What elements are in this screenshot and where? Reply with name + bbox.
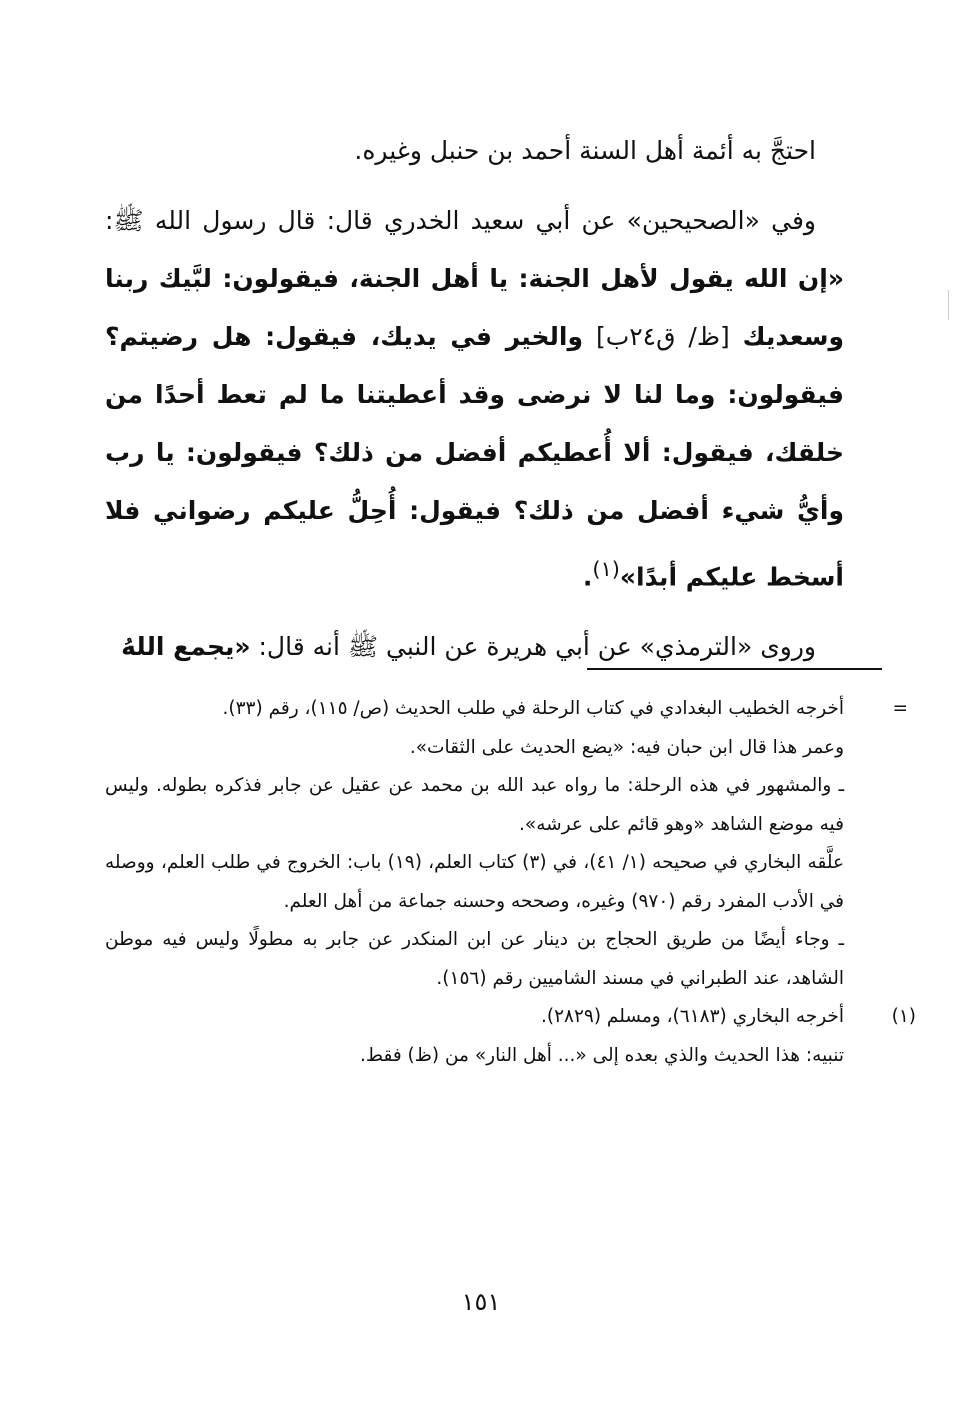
footnote-continuation-line [105, 690, 908, 729]
page-number: ١٥١ [461, 1288, 501, 1316]
footnote-line-2: وعمر هذا قال ابن حبان فيه: «يضع الحديث على الثقات». [409, 736, 844, 758]
footnote-line-1: أخرجه الخطيب البغدادي في كتاب الرحلة في طلب الحديث (ص/ ١١٥)، رقم (٣٣). [222, 698, 844, 719]
footnote-separator [587, 668, 882, 670]
footnote-line-4: علَّقه البخاري في صحيحه (١/ ٤١)، في (٣) كتاب العلم، (١٩) باب: الخروج في طلب العلم، ووصله في الأدب المفرد رقم (٩٧٠) وغيره، وصححه وحسنه جماعة من أهل العلم. [105, 852, 844, 912]
footnote-1 [105, 998, 916, 1037]
hadith-text-part-1: «إن الله يقول لأهل الجنة: يا أهل الجنة، فيقولون: لبَّيك ربنا وسعديك [105, 264, 845, 351]
manuscript-marker: [ظ/ ق٢٤ب] [595, 322, 730, 351]
paragraph-2 [105, 192, 844, 606]
footnote-1-note: تنبيه: هذا الحديث والذي بعده إلى «... أهل النار» من (ظ) فقط. [360, 1044, 844, 1066]
footnote-reference[interactable]: (١) [592, 557, 620, 581]
footnote-line-5: ـ وجاء أيضًا من طريق الحجاج بن دينار عن ابن المنكدر عن جابر به مطولًا وليس فيه موطن الشاهد، عند الطبراني في مسند الشاميين رقم (١٥٦). [105, 929, 844, 989]
paragraph-1: احتجَّ به أئمة أهل السنة أحمد بن حنبل وغيره. [354, 136, 816, 165]
footnote-1-number: (١) [891, 1006, 916, 1027]
paragraph-3-intro: وروى «الترمذي» عن أبي هريرة عن النبي ﷺ أنه قال: [250, 632, 816, 662]
margin-mark [948, 290, 949, 320]
main-text-block [105, 122, 844, 688]
footnotes-block [105, 690, 916, 1075]
hadith-text-part-2: والخير في يديك، فيقول: هل رضيتم؟ فيقولون: وما لنا لا نرضى وقد أعطيتنا ما لم تعط أحدًا من خلقك، فيقول: ألا أُعطيكم أفضل من ذلك؟ فيقولون: يا رب وأيُّ شيء أفضل من ذلك؟ فيقول: أُحِلُّ عليكم رضواني فلا أسخط عليكم أبدًا» [105, 322, 844, 592]
paragraph-2-intro: وفي «الصحيحين» عن أبي سعيد الخدري قال: قال رسول الله ﷺ: [105, 206, 816, 235]
paragraph-3-hadith-start: «يجمع اللهُ [121, 632, 251, 662]
footnote-1-text: أخرجه البخاري (٦١٨٣)، ومسلم (٢٨٢٩). [540, 1006, 844, 1027]
footnote-line-3: ـ والمشهور في هذه الرحلة: ما رواه عبد الله بن محمد عن عقيل عن جابر فذكره بطوله. وليس فيه موضع الشاهد «وهو قائم على عرشه». [105, 775, 844, 835]
hadith-period: . [582, 562, 593, 592]
continuation-mark: = [892, 698, 908, 719]
